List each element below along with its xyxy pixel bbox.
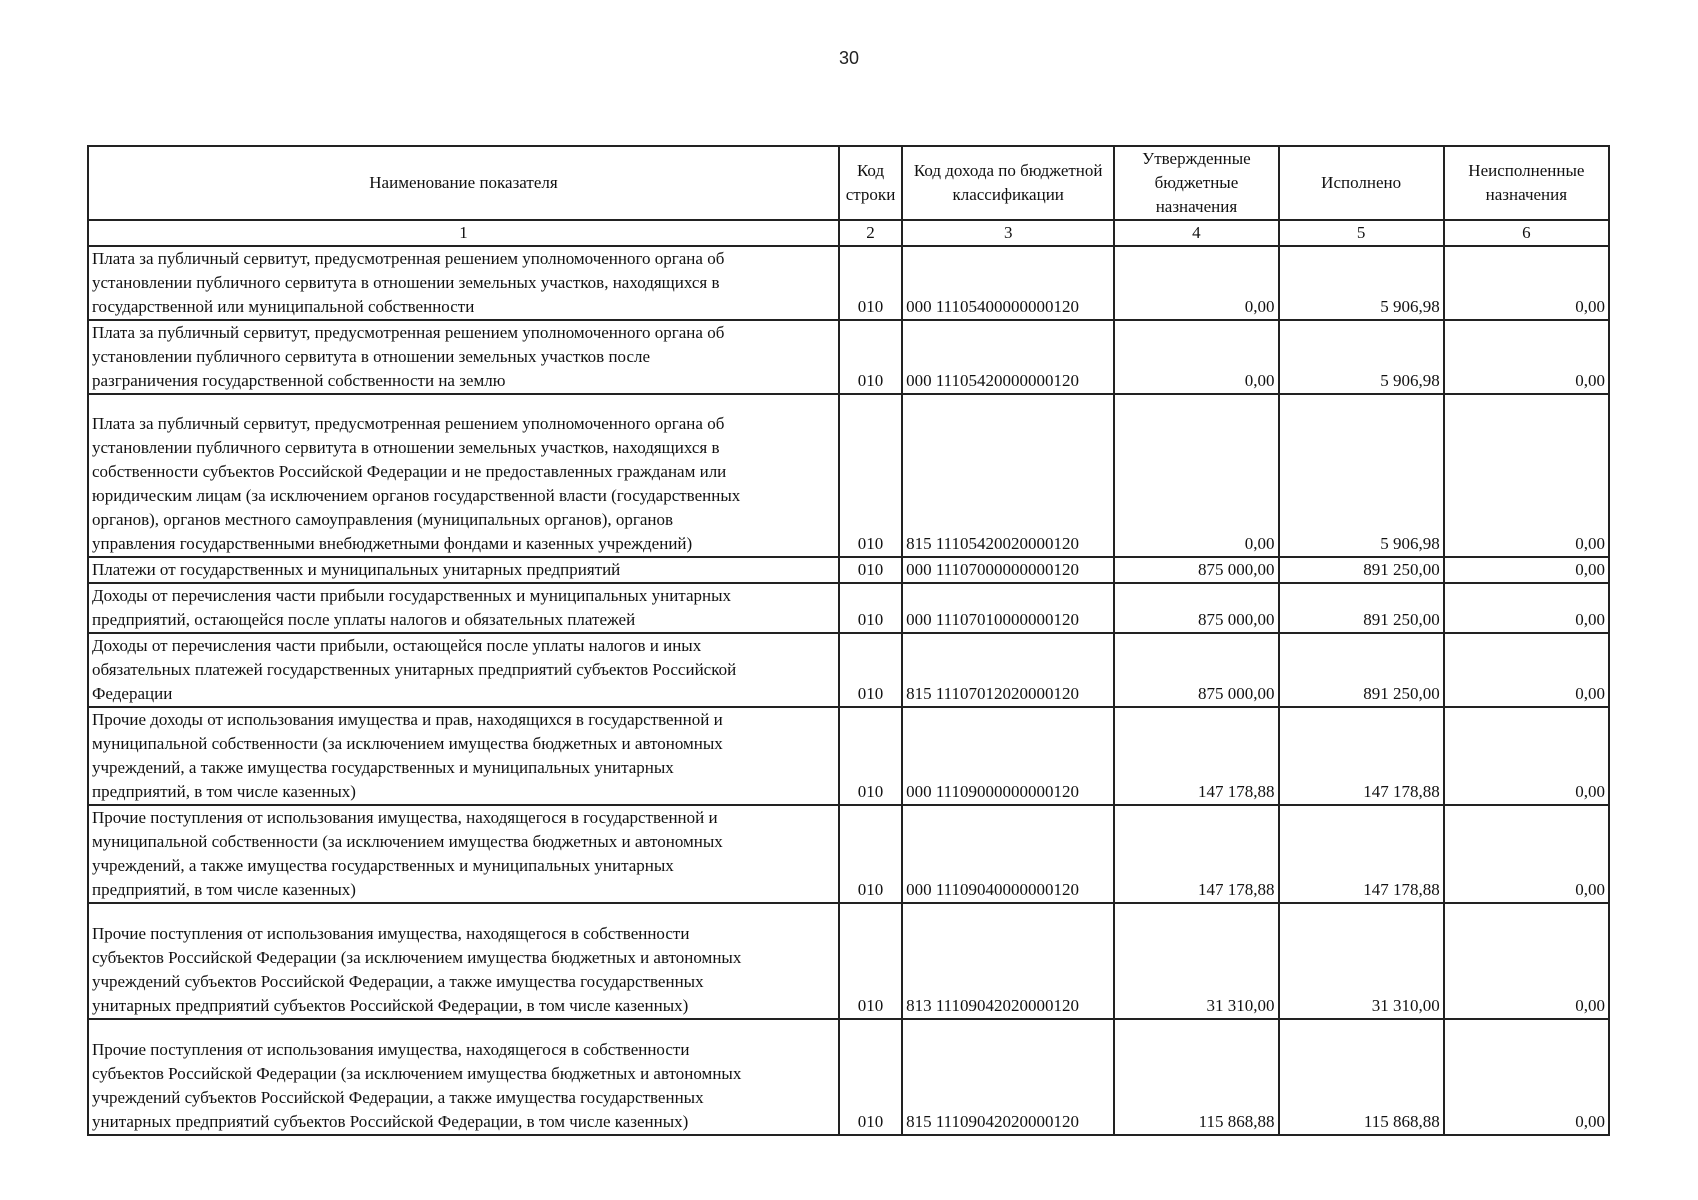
line-code: 010 <box>839 633 902 707</box>
indicator-name: Доходы от перечисления части прибыли, остающейся после уплаты налогов и иных обязательных платежей государственных унитарных предприятий субъектов Российской Федерации <box>88 633 839 707</box>
header-row <box>88 146 1609 220</box>
line-code: 010 <box>839 707 902 805</box>
income-code: 813 11109042020000120 <box>902 903 1114 1019</box>
income-code: 000 11109040000000120 <box>902 805 1114 903</box>
executed-amount: 891 250,00 <box>1279 557 1444 583</box>
executed-amount: 891 250,00 <box>1279 633 1444 707</box>
income-code: 000 11107000000000120 <box>902 557 1114 583</box>
table-row <box>88 557 1609 583</box>
header-line-code: Код строки <box>839 146 902 220</box>
approved-amount: 0,00 <box>1114 394 1278 557</box>
indicator-name: Плата за публичный сервитут, предусмотренная решением уполномоченного органа об установлении публичного сервитута в отношении земельных участков после разграничения государственной собственности на землю <box>88 320 839 394</box>
header-indicator-name: Наименование показателя <box>88 146 839 220</box>
indicator-name: Прочие доходы от использования имущества и прав, находящихся в государственной и муниципальной собственности (за исключением имущества бюджетных и автономных учреждений, а также имущества государственных и муниципальных унитарных предприятий, в том числе казенных) <box>88 707 839 805</box>
approved-amount: 875 000,00 <box>1114 633 1278 707</box>
table-row <box>88 633 1609 707</box>
table-row <box>88 394 1609 557</box>
table-row <box>88 583 1609 633</box>
line-code: 010 <box>839 583 902 633</box>
column-number: 5 <box>1279 220 1444 246</box>
indicator-name: Доходы от перечисления части прибыли государственных и муниципальных унитарных предприятий, остающейся после уплаты налогов и обязательных платежей <box>88 583 839 633</box>
unexecuted-amount: 0,00 <box>1444 394 1609 557</box>
table-row <box>88 903 1609 1019</box>
table-row <box>88 320 1609 394</box>
indicator-name: Прочие поступления от использования имущества, находящегося в государственной и муниципальной собственности (за исключением имущества бюджетных и автономных учреждений, а также имущества государственных и муниципальных унитарных предприятий, в том числе казенных) <box>88 805 839 903</box>
executed-amount: 891 250,00 <box>1279 583 1444 633</box>
income-code: 000 11107010000000120 <box>902 583 1114 633</box>
line-code: 010 <box>839 557 902 583</box>
line-code: 010 <box>839 805 902 903</box>
table-row <box>88 707 1609 805</box>
executed-amount: 31 310,00 <box>1279 903 1444 1019</box>
approved-amount: 0,00 <box>1114 246 1278 320</box>
header-income-code: Код дохода по бюджетной классификации <box>902 146 1114 220</box>
income-report-table <box>87 145 1610 1136</box>
unexecuted-amount: 0,00 <box>1444 1019 1609 1135</box>
column-number: 1 <box>88 220 839 246</box>
line-code: 010 <box>839 903 902 1019</box>
unexecuted-amount: 0,00 <box>1444 633 1609 707</box>
approved-amount: 115 868,88 <box>1114 1019 1278 1135</box>
header-unexecuted: Неисполненные назначения <box>1444 146 1609 220</box>
income-code: 815 11107012020000120 <box>902 633 1114 707</box>
column-number: 2 <box>839 220 902 246</box>
executed-amount: 147 178,88 <box>1279 707 1444 805</box>
approved-amount: 0,00 <box>1114 320 1278 394</box>
unexecuted-amount: 0,00 <box>1444 903 1609 1019</box>
approved-amount: 875 000,00 <box>1114 583 1278 633</box>
line-code: 010 <box>839 394 902 557</box>
column-number: 6 <box>1444 220 1609 246</box>
approved-amount: 875 000,00 <box>1114 557 1278 583</box>
column-number-row <box>88 220 1609 246</box>
line-code: 010 <box>839 320 902 394</box>
income-code: 000 11105420000000120 <box>902 320 1114 394</box>
indicator-name: Прочие поступления от использования имущества, находящегося в собственности субъектов Российской Федерации (за исключением имущества бюджетных и автономных учреждений субъектов Российской Федерации, а также имущества государственных унитарных предприятий субъектов Российской Федерации, в том числе казенных) <box>88 903 839 1019</box>
table-row <box>88 805 1609 903</box>
header-approved: Утвержденные бюджетные назначения <box>1114 146 1278 220</box>
approved-amount: 147 178,88 <box>1114 707 1278 805</box>
indicator-name: Плата за публичный сервитут, предусмотренная решением уполномоченного органа об установлении публичного сервитута в отношении земельных участков, находящихся в собственности субъектов Российской Федерации и не предоставленных гражданам или юридическим лицам (за исключением органов государственной власти (государственных органов), органов местного самоуправления (муниципальных органов), органов управления государственными внебюджетными фондами и казенных учреждений) <box>88 394 839 557</box>
table-row <box>88 1019 1609 1135</box>
approved-amount: 31 310,00 <box>1114 903 1278 1019</box>
column-number: 4 <box>1114 220 1278 246</box>
indicator-name: Прочие поступления от использования имущества, находящегося в собственности субъектов Российской Федерации (за исключением имущества бюджетных и автономных учреждений субъектов Российской Федерации, а также имущества государственных унитарных предприятий субъектов Российской Федерации, в том числе казенных) <box>88 1019 839 1135</box>
table-row <box>88 246 1609 320</box>
income-code: 000 11109000000000120 <box>902 707 1114 805</box>
executed-amount: 115 868,88 <box>1279 1019 1444 1135</box>
line-code: 010 <box>839 1019 902 1135</box>
unexecuted-amount: 0,00 <box>1444 583 1609 633</box>
income-code: 815 11105420020000120 <box>902 394 1114 557</box>
unexecuted-amount: 0,00 <box>1444 246 1609 320</box>
executed-amount: 147 178,88 <box>1279 805 1444 903</box>
unexecuted-amount: 0,00 <box>1444 707 1609 805</box>
column-number: 3 <box>902 220 1114 246</box>
unexecuted-amount: 0,00 <box>1444 320 1609 394</box>
unexecuted-amount: 0,00 <box>1444 557 1609 583</box>
executed-amount: 5 906,98 <box>1279 320 1444 394</box>
header-executed: Исполнено <box>1279 146 1444 220</box>
executed-amount: 5 906,98 <box>1279 246 1444 320</box>
executed-amount: 5 906,98 <box>1279 394 1444 557</box>
indicator-name: Платежи от государственных и муниципальных унитарных предприятий <box>88 557 839 583</box>
line-code: 010 <box>839 246 902 320</box>
income-code: 000 11105400000000120 <box>902 246 1114 320</box>
approved-amount: 147 178,88 <box>1114 805 1278 903</box>
page-number: 30 <box>838 48 860 68</box>
indicator-name: Плата за публичный сервитут, предусмотренная решением уполномоченного органа об установлении публичного сервитута в отношении земельных участков, находящихся в государственной или муниципальной собственности <box>88 246 839 320</box>
income-code: 815 11109042020000120 <box>902 1019 1114 1135</box>
unexecuted-amount: 0,00 <box>1444 805 1609 903</box>
